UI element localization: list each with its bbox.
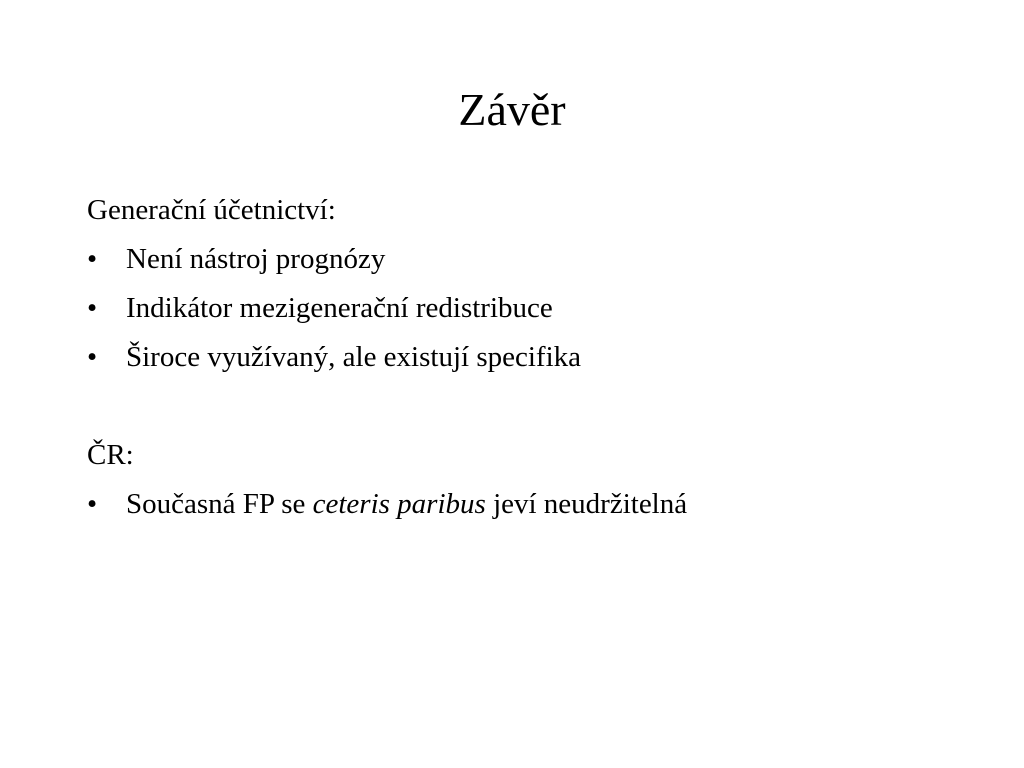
bullet-item	[87, 333, 967, 382]
bullet-item	[87, 235, 967, 284]
bullet-text: Široce využívaný, ale existují specifika	[126, 341, 581, 373]
bullet-text: Není nástroj prognózy	[126, 243, 386, 275]
section-heading-generational-accounting: Generační účetnictví:	[87, 194, 336, 226]
spacer	[87, 382, 967, 431]
section-heading-cr: ČR:	[87, 439, 134, 471]
bullet-text-suffix: jeví neudržitelná	[485, 488, 688, 520]
bullet-text-italic: ceteris paribus	[312, 488, 486, 520]
bullet-item	[87, 284, 967, 333]
bullet-icon: •	[87, 488, 98, 520]
bullet-text: Indikátor mezigenerační redistribuce	[126, 292, 553, 324]
bullet-item	[87, 480, 967, 529]
slide-title: Závěr	[458, 84, 566, 135]
slide-body	[87, 186, 967, 529]
bullet-icon: •	[87, 292, 98, 324]
bullet-icon: •	[87, 243, 98, 275]
bullet-icon: •	[87, 341, 98, 373]
bullet-text-prefix: Současná FP se	[126, 488, 313, 520]
